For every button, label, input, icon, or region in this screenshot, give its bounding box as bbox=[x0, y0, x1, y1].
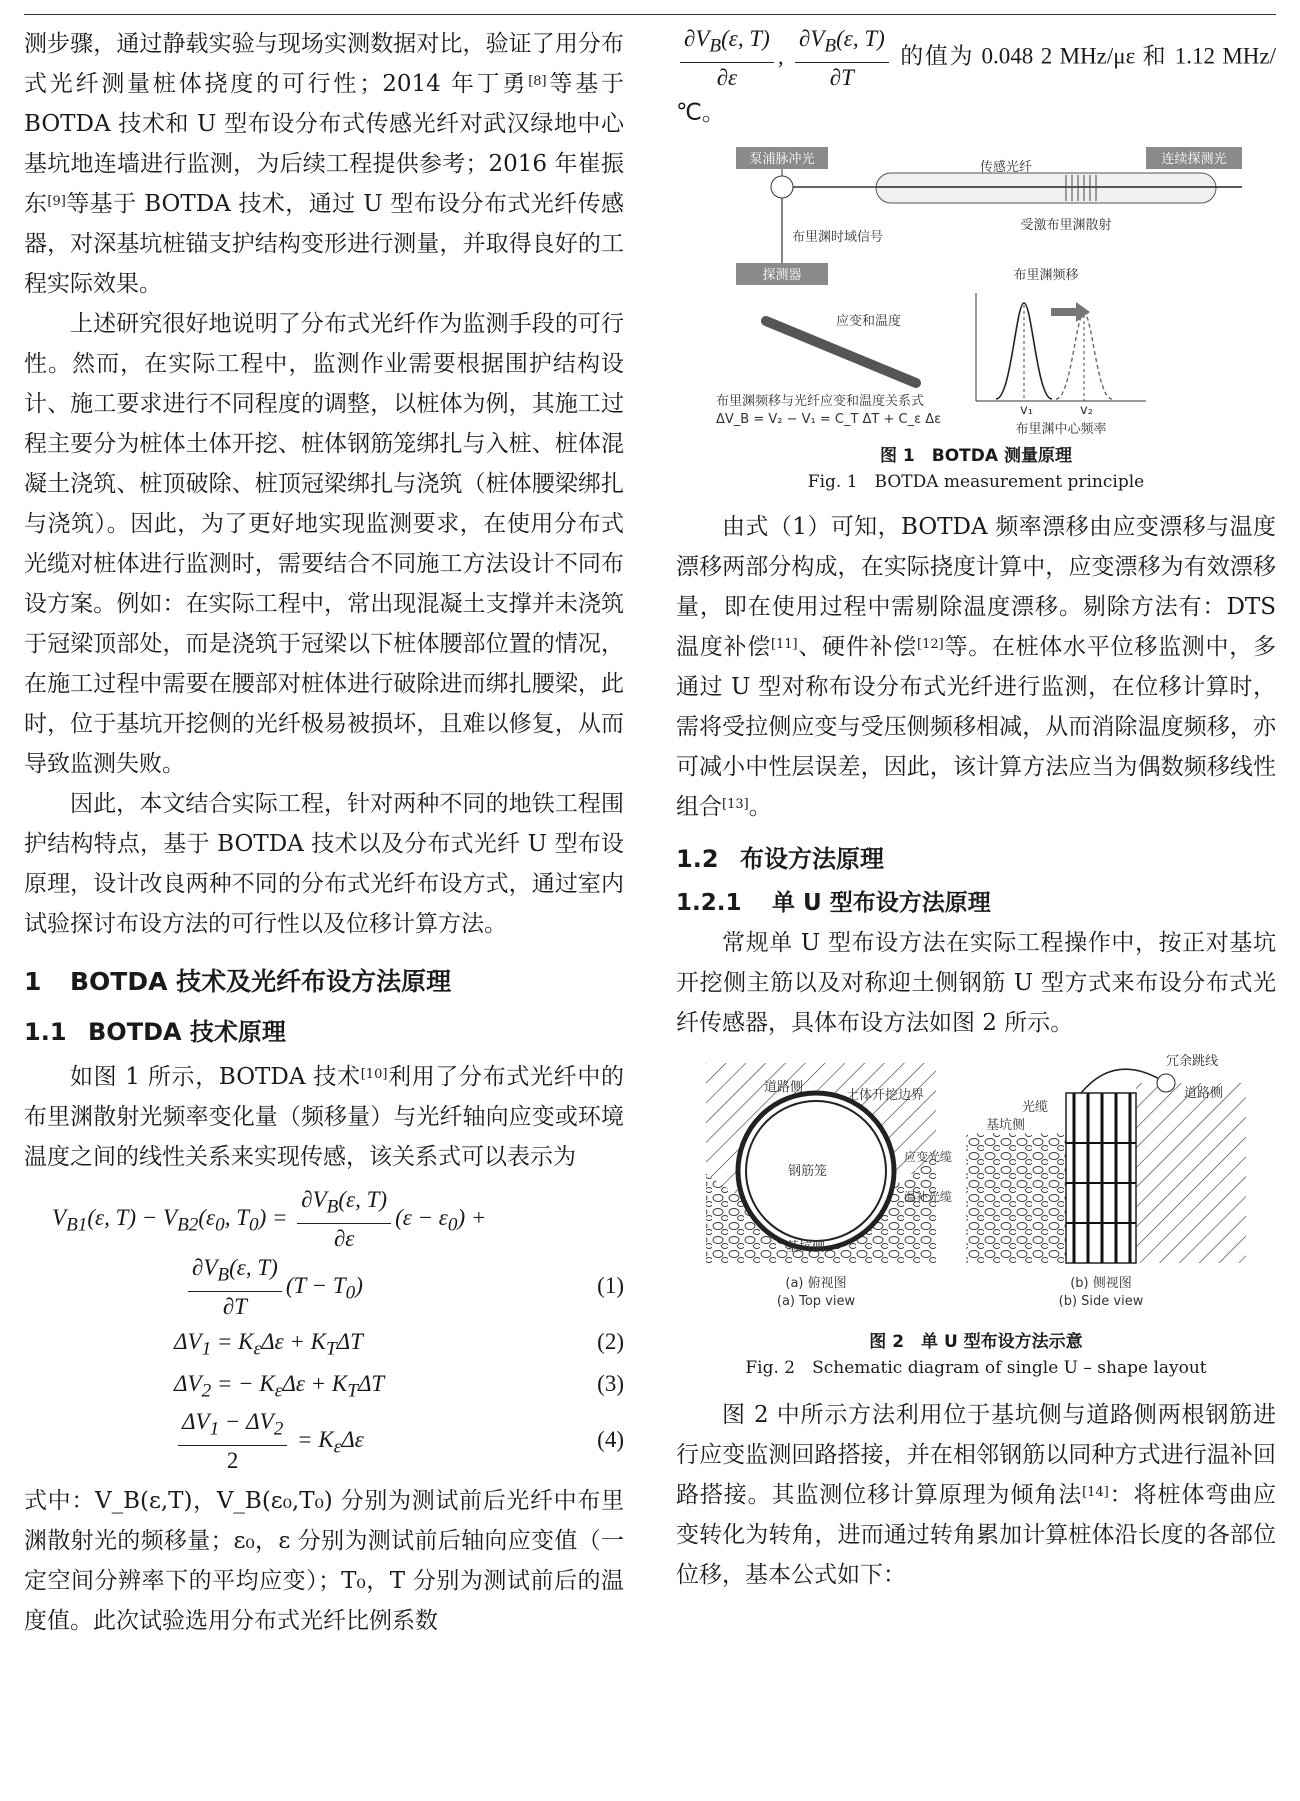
figure-1-diagram bbox=[706, 143, 1246, 443]
ref-9[interactable]: [9] bbox=[47, 194, 66, 209]
shift-arrow-icon bbox=[1051, 302, 1090, 322]
cage-label: 钢筋笼 bbox=[788, 1163, 828, 1179]
equation-1-line1: $V_{B1}(\varepsilon$, $T) - V_{B2}(\varepsilon_0$, $T_0$) = $\frac{\partial V_B(\varepsilon, T)}{\partial\varepsilon}$ $(\varepsilon - \varepsilon_0)$ + bbox=[52, 1187, 487, 1252]
gravel-b bbox=[966, 1133, 1066, 1263]
sub-a-en: (a) Top view bbox=[776, 1293, 856, 1309]
paragraph-purpose: 因此，本文结合实际工程，针对两种不同的地铁工程围护结构特点，基于 BOTDA 技术以及分布式光纤 U 型布设原理，设计改良两种不同的分布式光纤布设方式，通过室内试验探讨布设方法的可行性以及位移计算方法。 bbox=[24, 791, 624, 937]
figure-2-caption-en: Fig. 2 Schematic diagram of single U – shape layout bbox=[745, 1357, 1207, 1378]
fiber-tube bbox=[876, 173, 1216, 203]
section-heading-1-2-1: 1.2.1 单 U 型布设方法原理 bbox=[676, 889, 991, 916]
fiber-label: 传感光纤 bbox=[979, 159, 1033, 175]
ref-12[interactable]: [12] bbox=[917, 636, 944, 652]
equation-number-4: (4) bbox=[597, 1427, 624, 1452]
equation-3: $\Delta V_2$ = − $K_\varepsilon\Delta\varepsilon + K_T\Delta T$ (3) bbox=[24, 1363, 624, 1405]
pit-side-label: 基坑侧 bbox=[786, 1239, 826, 1255]
strain-temp-label: 应变和温度 bbox=[836, 313, 902, 329]
equation-2: $\Delta V_1 = K_\varepsilon\Delta\varepsilon + K_T\Delta T$ (2) bbox=[24, 1321, 624, 1363]
fiber-sample bbox=[766, 321, 916, 383]
equation-number-3: (3) bbox=[597, 1371, 624, 1396]
paragraph-single-u: 常规单 U 型布设方法在实际工程操作中，按正对基坑开挖侧主筋以及对称迎土侧钢筋 U 型方式来布设分布式光纤传感器，具体布设方法如图 2 所示。 bbox=[676, 929, 1276, 1036]
detector-label: 探测器 bbox=[762, 267, 802, 283]
equation-block bbox=[24, 1185, 624, 1475]
peak-v2 bbox=[1056, 313, 1112, 399]
soil-hatch-b bbox=[1136, 1083, 1246, 1263]
ref-10[interactable]: [10] bbox=[360, 1067, 388, 1082]
coef-fractions: $\frac{\partial V_B(\varepsilon, T)}{\partial\varepsilon}$ , $\frac{\partial V_B(\varepsilon, T)}{\partial T}$ bbox=[676, 44, 900, 69]
figure-2 bbox=[696, 1053, 1256, 1323]
ref-8[interactable]: [8] bbox=[528, 74, 547, 89]
paragraph-botda: 如图 1 所示，BOTDA 技术[10]利用了分布式光纤中的布里渊散射光频率变化量（频移量）与光纤轴向应变或环境温度之间的线性关系来实现传感，该关系式可以表示为 bbox=[24, 1064, 625, 1170]
equation-number-2: (2) bbox=[597, 1329, 624, 1354]
ref-11[interactable]: [11] bbox=[770, 636, 798, 652]
sub-b-cn: (b) 侧视图 bbox=[1070, 1275, 1132, 1291]
right-column bbox=[676, 24, 1276, 1595]
figure-1-caption-en: Fig. 1 BOTDA measurement principle bbox=[807, 471, 1145, 492]
coupler-icon bbox=[771, 176, 793, 198]
v1-label: v₁ bbox=[1020, 402, 1033, 418]
temp-cable-label: 温补光缆 bbox=[904, 1189, 953, 1204]
road-side-label: 道路侧 bbox=[764, 1079, 804, 1095]
ref-14[interactable]: [14] bbox=[1082, 1484, 1109, 1500]
strain-cable-label: 应变光缆 bbox=[904, 1149, 953, 1164]
paragraph-drift: 由式（1）可知，BOTDA 频率漂移由应变漂移与温度漂移两部分构成，在实际挠度计算中，应变漂移为有效漂移量，即在使用过程中需剔除温度漂移。剔除方法有：DTS 温度补偿[11]、硬件补偿[12]等。在桩体水平位移监测中，多通过 U 型对称布设分布式光纤进行监测，在位移计算时，需将受拉侧应变与受压侧频移相减，从而消除温度频移，亦可减小中性层误差，因此，该计算方法应当为偶数频移线性组合[13]。 bbox=[676, 513, 1276, 820]
sub-b-en: (b) Side view bbox=[1058, 1293, 1144, 1309]
redundant-label: 冗余跳线 bbox=[1166, 1053, 1219, 1069]
header-rule bbox=[24, 14, 1276, 15]
road-side-label-b: 道路侧 bbox=[1184, 1085, 1224, 1101]
equation-number-1: (1) bbox=[597, 1273, 624, 1298]
paragraph-definitions: 式中：V_B(ε,T)，V_B(ε₀,T₀) 分别为测试前后光纤中布里渊散射光的频移量；ε₀，ε 分别为测试前后轴向应变值（一定空间分辨率下的平均应变）；T₀，T 分别为测试前后的温度值。此次试验选用分布式光纤比例系数 bbox=[24, 1488, 624, 1634]
section-heading-1: 1 BOTDA 技术及光纤布设方法原理 bbox=[24, 967, 452, 996]
intro-paragraph: 测步骤，通过静载实验与现场实测数据对比，验证了用分布式光纤测量桩体挠度的可行性；2014 年丁勇[8]等基于 BOTDA 技术和 U 型布设分布式传感光纤对武汉绿地中心基坑地连墙进行监测，为后续工程提供参考；2016 年崔振东[9]等基于 BOTDA 技术，通过 U 型布设分布式光纤传感器，对深基坑桩锚支护结构变形进行测量，并取得良好的工程实际效果。 bbox=[24, 31, 624, 297]
figure-2-diagram bbox=[696, 1053, 1256, 1323]
formula-label: ΔV_B = V₂ − V₁ = C_T ΔT + C_ε Δε bbox=[716, 411, 942, 427]
signal-label: 布里渊时域信号 bbox=[792, 229, 884, 245]
sub-a-cn: (a) 俯视图 bbox=[785, 1275, 847, 1291]
equation-1-line2: $\frac{\partial V_B(\varepsilon, T)}{\partial T}$ $(T - T_0)$ (1) bbox=[24, 1251, 624, 1321]
scatter-label: 受激布里渊散射 bbox=[1020, 217, 1112, 233]
shift-label: 布里渊频移 bbox=[1013, 267, 1079, 283]
probe-label: 连续探测光 bbox=[1161, 151, 1227, 167]
paragraph-feasibility: 上述研究很好地说明了分布式光纤作为监测手段的可行性。然而，在实际工程中，监测作业需要根据围护结构设计、施工要求进行不同程度的调整，以桩体为例，其施工过程主要分为桩体土体开挖、桩体钢筋笼绑扎与入桩、桩体混凝土浇筑、桩顶破除、桩顶冠梁绑扎与浇筑（桩体腰梁绑扎与浇筑）。因此，为了更好地实现监测要求，在使用分布式光缆对桩体进行监测时，需要结合不同施工方法设计不同布设方案。例如：在实际工程中，常出现混凝土支撑并未浇筑于冠梁顶部处，而是浇筑于冠梁以下桩体腰部位置的情况，在施工过程中需要在腰部对桩体进行破除进而绑扎腰梁，此时，位于基坑开挖侧的光纤极易被损坏，且难以修复，从而导致监测失败。 bbox=[24, 311, 624, 777]
section-heading-1-2: 1.2 布设方法原理 bbox=[676, 844, 884, 873]
cable-label: 光缆 bbox=[1022, 1099, 1049, 1115]
coefficient-line bbox=[676, 24, 1276, 133]
pit-side-label-b: 基坑侧 bbox=[986, 1117, 1026, 1133]
section-heading-1-1: 1.1 BOTDA 技术原理 bbox=[24, 1018, 286, 1046]
v2-label: v₂ bbox=[1080, 402, 1093, 418]
coef-text: 的值为 0.048 2 MHz/με 和 1.12 MHz/ ℃。 bbox=[676, 43, 1277, 125]
left-column bbox=[24, 24, 624, 1641]
paragraph-inclination: 图 2 中所示方法利用位于基坑侧与道路侧两根钢筋进行应变监测回路搭接，并在相邻钢筋以同种方式进行温补回路搭接。其监测位移计算原理为倾角法[14]：将桩体弯曲应变转化为转角，进而通过转角累加计算桩体沿长度的各部位位移，基本公式如下： bbox=[676, 1401, 1277, 1588]
equation-4: $\frac{\Delta V_1 - \Delta V_2}{2}$ = $K_\varepsilon\Delta\varepsilon$ (4) bbox=[24, 1405, 624, 1475]
figure-1 bbox=[706, 143, 1246, 443]
figure-2-caption-cn: 图 2 单 U 型布设方法示意 bbox=[869, 1331, 1083, 1352]
center-freq-label: 布里渊中心频率 bbox=[1015, 421, 1107, 437]
figure-1-caption-cn: 图 1 BOTDA 测量原理 bbox=[880, 445, 1072, 466]
boundary-label: 土体开挖边界 bbox=[846, 1087, 925, 1103]
ref-13[interactable]: [13] bbox=[722, 796, 749, 812]
relation-label: 布里渊频移与光纤应变和温度关系式 bbox=[716, 393, 925, 409]
pump-label: 泵浦脉冲光 bbox=[749, 151, 815, 167]
